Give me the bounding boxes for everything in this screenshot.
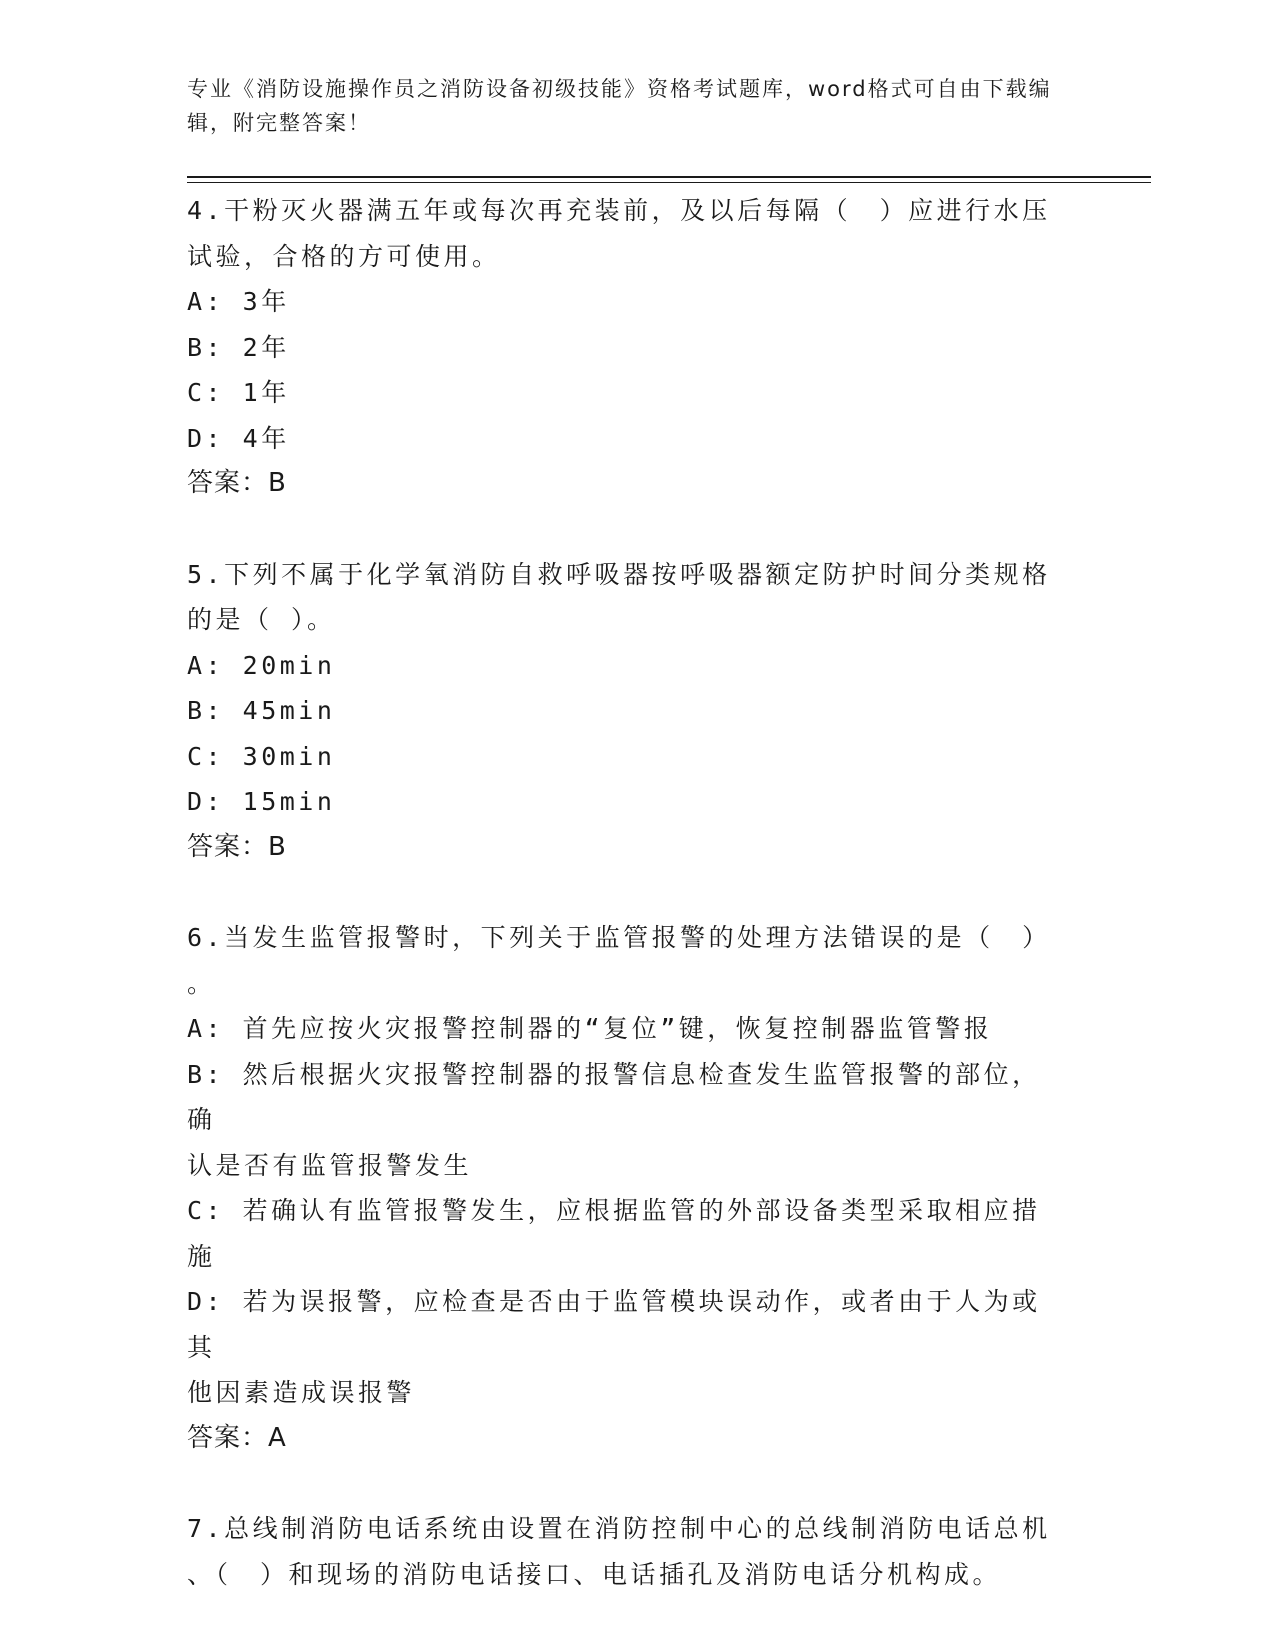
answer-option: B: 2年 <box>187 332 290 362</box>
correct-answer: 答案：B <box>187 831 287 862</box>
question-stem-line: 7.总线制消防电话系统由设置在消防控制中心的总线制消防电话总机 <box>187 1514 1051 1543</box>
answer-option: A: 20min <box>187 650 336 680</box>
question-block <box>187 915 1067 1461</box>
header-divider-thin <box>187 182 1151 183</box>
document-header: 专业《消防设施操作员之消防设备初级技能》资格考试题库，word格式可自由下载编辑，附完整答案！ <box>187 77 1052 135</box>
answer-option: B: 45min <box>187 696 336 725</box>
answer-option: 他因素造成误报警 <box>187 1378 416 1407</box>
question-stem-line: 5.下列不属于化学氧消防自救呼吸器按呼吸器额定防护时间分类规格 <box>187 559 1051 589</box>
correct-answer: 答案：B <box>187 468 287 498</box>
question-stem-line: 4.干粉灭火器满五年或每次再充装前，及以后每隔（ ）应进行水压 <box>187 196 1051 225</box>
answer-option: D: 15min <box>187 787 336 816</box>
answer-option: 认是否有监管报警发生 <box>187 1150 473 1180</box>
answer-option: C: 30min <box>187 741 336 771</box>
answer-option: A: 3年 <box>187 287 290 316</box>
question-stem-line: 。 <box>187 968 216 998</box>
question-stem-line: 试验，合格的方可使用。 <box>187 241 501 271</box>
answer-option: C: 若确认有监管报警发生，应根据监管的外部设备类型采取相应措施 <box>187 1196 1041 1271</box>
question-stem-line: 的是（ ）。 <box>187 605 336 634</box>
question-stem-line: 、（ ）和现场的消防电话接口、电话插孔及消防电话分机构成。 <box>187 1559 1002 1589</box>
question-block <box>187 552 1067 871</box>
answer-option: D: 4年 <box>187 423 290 453</box>
header-divider-thick <box>187 176 1151 178</box>
question-list <box>187 188 1067 1642</box>
answer-option: A: 首先应按火灾报警控制器的“复位”键，恢复控制器监管警报 <box>187 1014 993 1043</box>
correct-answer: 答案：A <box>187 1422 287 1453</box>
question-block <box>187 1506 1067 1597</box>
question-block <box>187 188 1067 507</box>
question-stem-line: 6.当发生监管报警时，下列关于监管报警的处理方法错误的是（ ） <box>187 923 1051 952</box>
answer-option: C: 1年 <box>187 378 290 407</box>
answer-option: B: 然后根据火灾报警控制器的报警信息检查发生监管报警的部位，确 <box>187 1059 1041 1134</box>
answer-option: D: 若为误报警，应检查是否由于监管模块误动作，或者由于人为或其 <box>187 1287 1041 1362</box>
